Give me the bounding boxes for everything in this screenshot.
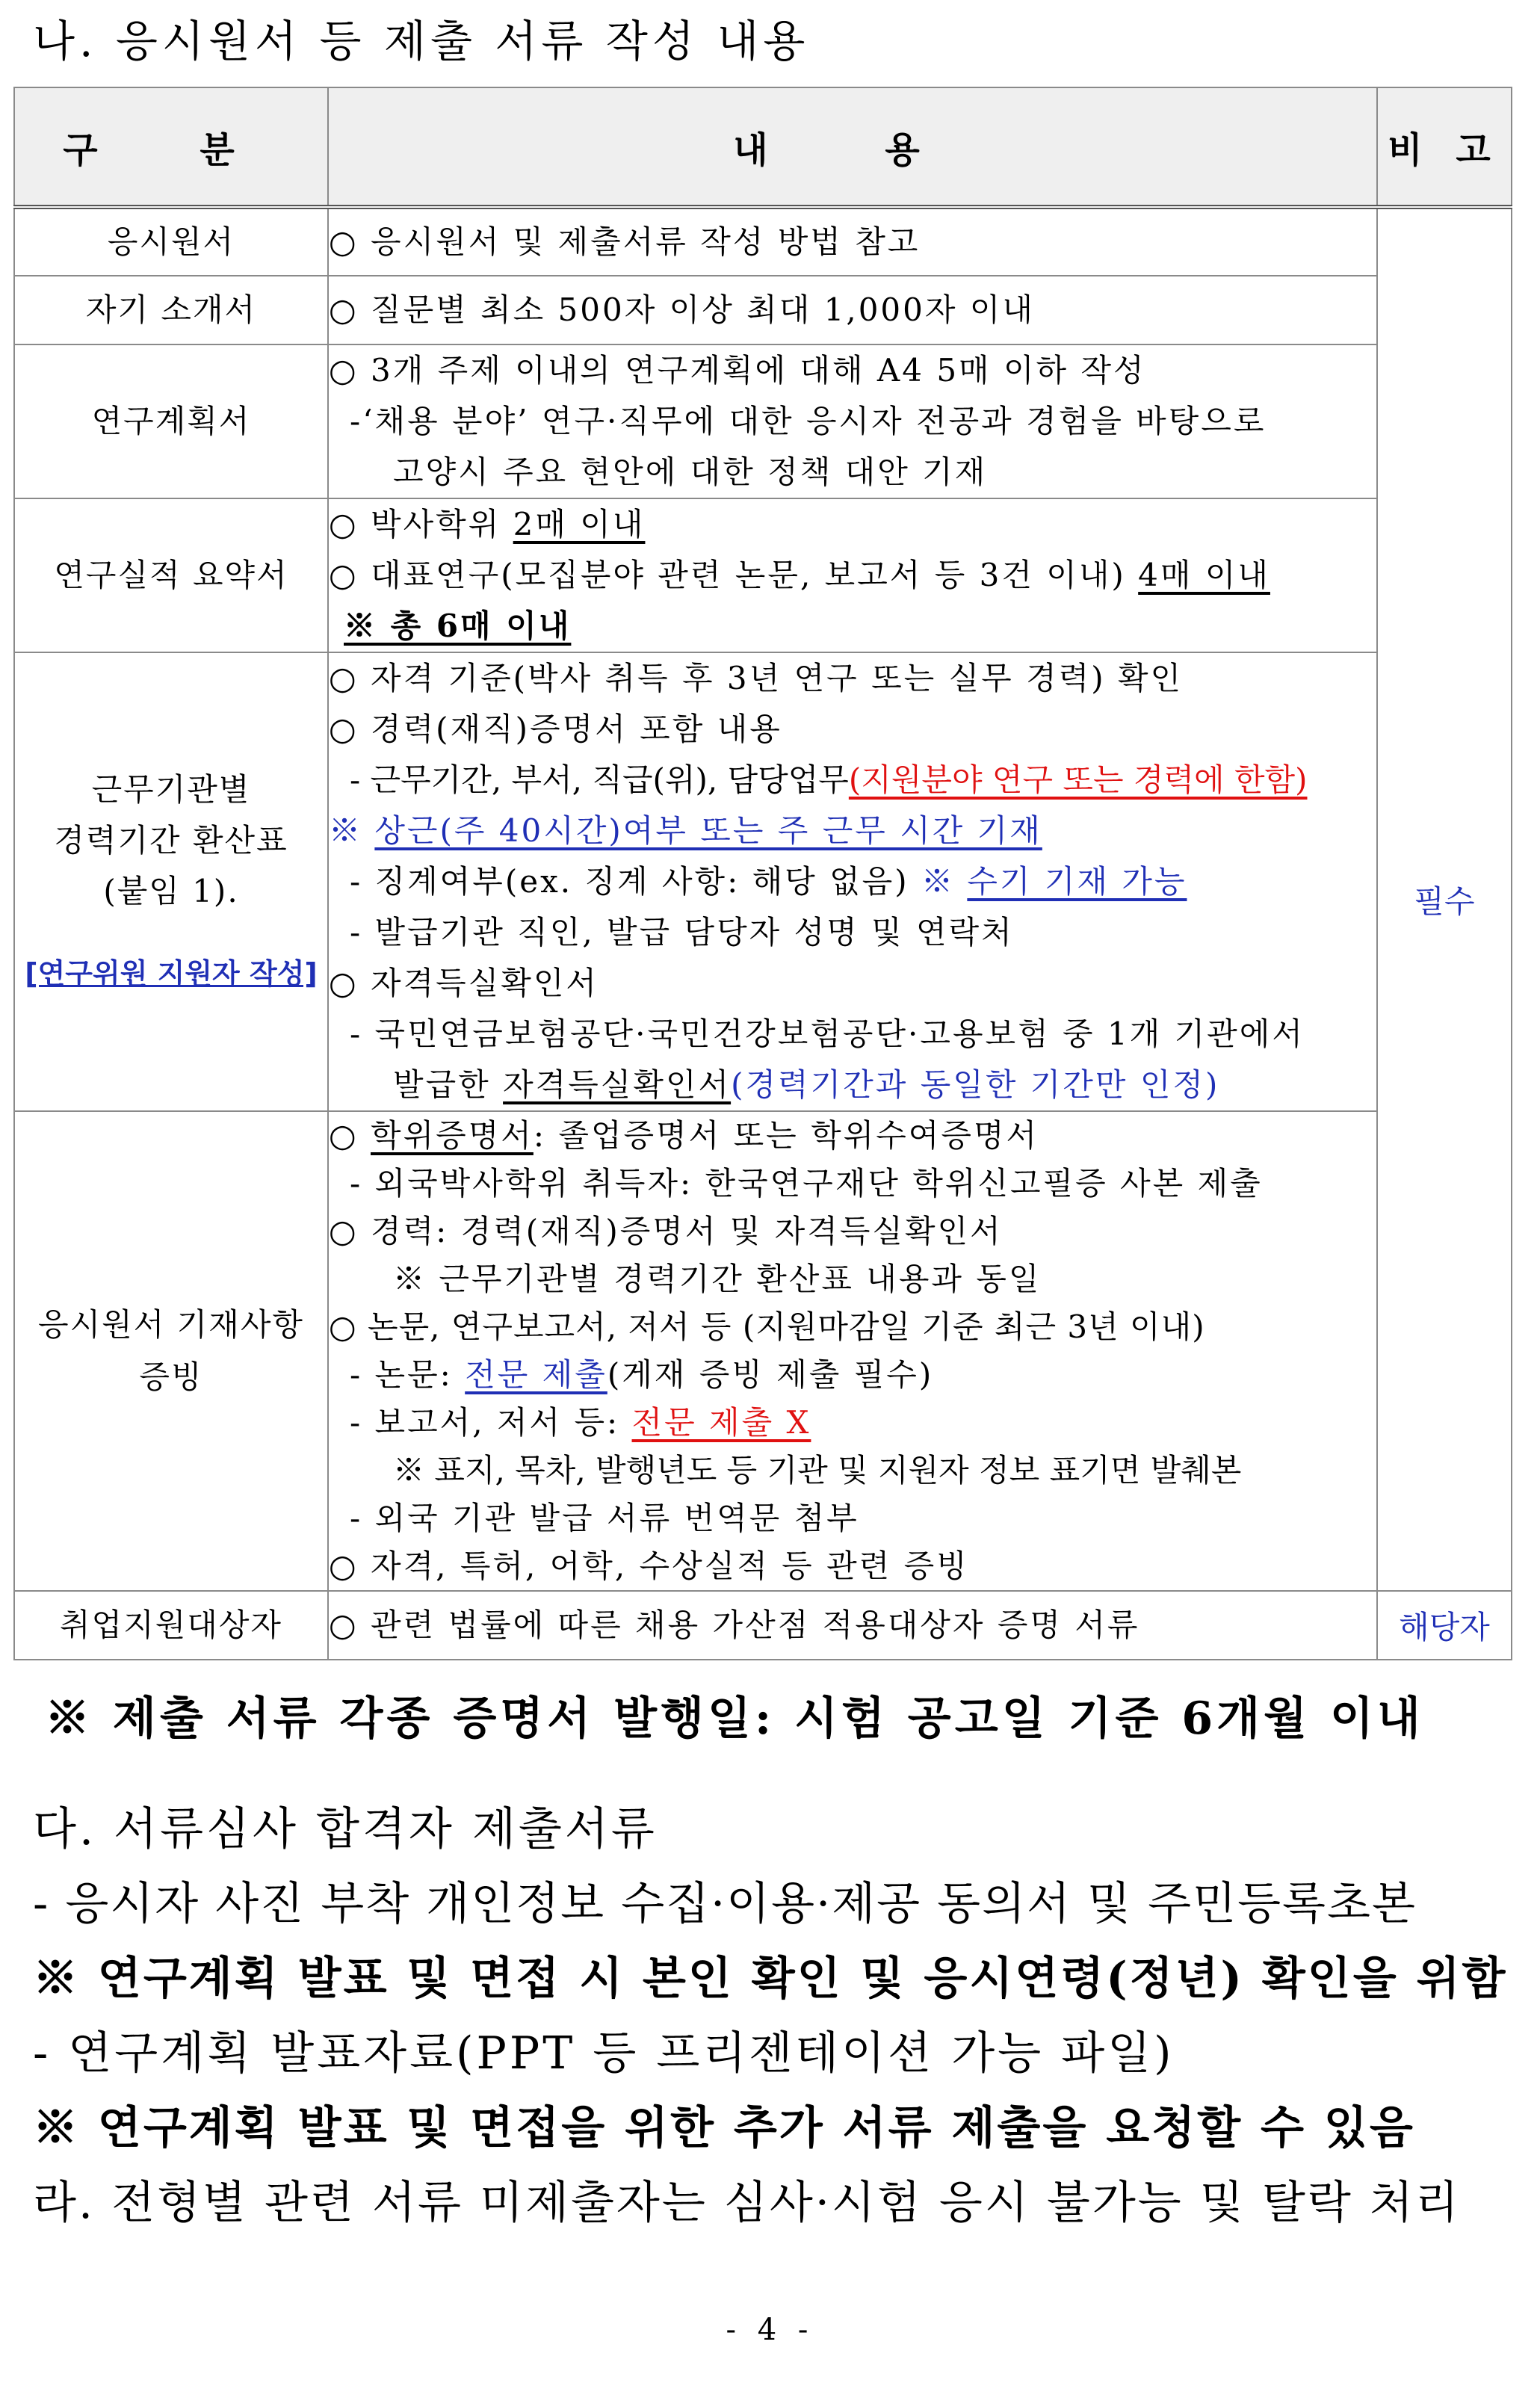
content-line xyxy=(329,1351,1376,1399)
category-label: (붙임 1). xyxy=(103,873,239,909)
content-line: ※ 근무기관별 경력기간 환산표 내용과 동일 xyxy=(393,1261,1042,1297)
content-line xyxy=(329,1112,1376,1160)
da-line-2: - 연구계획 발표자료(PPT 등 프리젠테이션 가능 파일) xyxy=(33,2027,1175,2080)
category-label: 증빙 xyxy=(139,1359,203,1395)
content-line xyxy=(329,806,1376,856)
content-line: ○ 경력(재직)증명서 포함 내용 xyxy=(329,711,782,747)
category-label: 근무기관별 xyxy=(91,771,251,808)
category-cell xyxy=(14,498,328,652)
da-notice-2: ※ 연구계획 발표 및 면접을 위한 추가 서류 제출을 요청할 수 있음 xyxy=(33,2102,1415,2154)
content-line xyxy=(329,856,1376,907)
content-line: - 발급기관 직인, 발급 담당자 성명 및 연락처 xyxy=(350,914,1014,951)
text-segment: ○ 박사학위 xyxy=(329,506,513,543)
text-segment: ○ xyxy=(329,1117,371,1154)
header-note: 비 고 xyxy=(1377,87,1512,207)
category-cell xyxy=(14,652,328,1111)
content-line: ○ 관련 법률에 따른 채용 가산점 적용대상자 증명 서류 xyxy=(329,1607,1140,1643)
underlined-segment: 2매 이내 xyxy=(513,506,646,543)
highlight-red-segment: (지원분야 연구 또는 경력에 한함) xyxy=(848,761,1308,798)
highlight-blue-segment: 상근(주 40시간)여부 또는 주 근무 시간 기재 xyxy=(374,812,1042,849)
table-row-research-plan xyxy=(14,344,1512,498)
text-segment: ○ 대표연구(모집분야 관련 논문, 보고서 등 3건 이내) xyxy=(329,557,1139,593)
text-segment: (게재 증빙 제출 필수) xyxy=(607,1356,934,1393)
section-title-ra: 라. 전형별 관련 서류 미제출자는 심사·시험 응시 불가능 및 탈락 처리 xyxy=(33,2177,1461,2229)
table-row-application xyxy=(14,207,1512,276)
content-line: -‘채용 분야’ 연구·직무에 대한 응시자 전공과 경험을 바탕으로 xyxy=(350,403,1267,439)
category-label: 경력기간 환산표 xyxy=(54,822,288,859)
table-row-application-evidence xyxy=(14,1111,1512,1591)
content-line: ○ 3개 주제 이내의 연구계획에 대해 A4 5매 이하 작성 xyxy=(329,352,1146,389)
content-cell xyxy=(328,1591,1377,1660)
category-label: 취업지원대상자 xyxy=(59,1607,282,1643)
content-line: 고양시 주요 현안에 대한 정책 대안 기재 xyxy=(393,454,988,490)
category-cell xyxy=(14,1591,328,1660)
category-cell xyxy=(14,207,328,276)
section-title-da: 다. 서류심사 합격자 제출서류 xyxy=(33,1803,658,1855)
text-segment: ※ xyxy=(921,863,968,900)
text-segment: 발급한 xyxy=(393,1066,504,1103)
content-line: ○ 질문별 최소 500자 이상 최대 1,000자 이내 xyxy=(329,291,1035,328)
table-row-career-conversion xyxy=(14,652,1512,1111)
underlined-segment: ※ 총 6매 이내 xyxy=(344,608,572,644)
header-category: 구 분 xyxy=(14,87,328,207)
text-segment: - 근무기간, 부서, 직급(위), 담당업무 xyxy=(350,761,849,798)
highlight-blue-segment: 수기 기재 가능 xyxy=(967,863,1187,900)
content-cell xyxy=(328,1111,1377,1591)
content-line: - 외국박사학위 취득자: 한국연구재단 학위신고필증 사본 제출 xyxy=(350,1165,1263,1202)
content-line: ○ 경력: 경력(재직)증명서 및 자격득실확인서 xyxy=(329,1213,1003,1249)
text-segment: - 논문: xyxy=(350,1356,466,1393)
category-note: [연구위원 지원자 작성] xyxy=(25,957,318,990)
content-line: ○ 논문, 연구보고서, 저서 등 (지원마감일 기준 최근 3년 이내) xyxy=(329,1308,1205,1345)
text-segment: ※ xyxy=(329,812,375,849)
category-label: 응시원서 기재사항 xyxy=(38,1306,304,1343)
category-label: 연구계획서 xyxy=(91,403,251,439)
content-line xyxy=(329,1060,1376,1110)
notice-issue-date: ※ 제출 서류 각종 증명서 발행일: 시험 공고일 기준 6개월 이내 xyxy=(45,1693,1424,1745)
category-label: 자기 소개서 xyxy=(85,291,257,328)
text-segment: (경력기간과 동일한 기간만 인정) xyxy=(731,1066,1220,1103)
content-line: ○ 응시원서 및 제출서류 작성 방법 참고 xyxy=(329,223,921,260)
note-applicable-cell xyxy=(1377,1591,1512,1660)
page-number: - 4 - xyxy=(726,2313,814,2347)
underlined-segment: 자격득실확인서 xyxy=(503,1066,732,1103)
content-line xyxy=(329,550,1376,601)
da-notice-1: ※ 연구계획 발표 및 면접 시 본인 확인 및 응시연령(정년) 확인을 위함 xyxy=(33,1953,1508,2005)
text-segment: - 징계여부(ex. 징계 사항: 해당 없음) xyxy=(350,863,921,900)
content-line: ※ 표지, 목차, 발행년도 등 기관 및 지원자 정보 표기면 발췌본 xyxy=(393,1452,1242,1489)
note-applicable: 해당자 xyxy=(1399,1609,1490,1645)
underlined-segment: 4매 이내 xyxy=(1138,557,1270,593)
category-label: 연구실적 요약서 xyxy=(54,557,288,593)
table-header-row xyxy=(14,87,1512,207)
content-cell xyxy=(328,652,1377,1111)
underlined-segment: 학위증명서 xyxy=(371,1117,534,1154)
highlight-red-segment: 전문 제출 X xyxy=(631,1404,811,1441)
content-line: - 국민연금보험공단·국민건강보험공단·고용보험 중 1개 기관에서 xyxy=(350,1016,1305,1052)
content-line xyxy=(329,601,1376,652)
table-row-self-intro xyxy=(14,276,1512,344)
content-line xyxy=(329,755,1376,806)
category-cell xyxy=(14,344,328,498)
text-segment: - 보고서, 저서 등: xyxy=(350,1404,632,1441)
table-row-employment-support xyxy=(14,1591,1512,1660)
header-content: 내 용 xyxy=(328,87,1377,207)
note-required-cell xyxy=(1377,207,1512,1591)
content-line: - 외국 기관 발급 서류 번역문 첨부 xyxy=(350,1500,859,1536)
content-line: ○ 자격득실확인서 xyxy=(329,965,599,1001)
content-cell xyxy=(328,498,1377,652)
text-segment: : 졸업증명서 또는 학위수여증명서 xyxy=(533,1117,1039,1154)
document-requirements-table xyxy=(13,87,1512,1660)
content-cell xyxy=(328,344,1377,498)
da-line-1: - 응시자 사진 부착 개인정보 수집·이용·제공 동의서 및 주민등록초본 xyxy=(33,1878,1417,1930)
content-line xyxy=(329,499,1376,550)
category-cell xyxy=(14,276,328,344)
content-line: ○ 자격 기준(박사 취득 후 3년 연구 또는 실무 경력) 확인 xyxy=(329,660,1184,696)
content-line: ○ 자격, 특허, 어학, 수상실적 등 관련 증빙 xyxy=(329,1548,969,1584)
table-row-research-summary xyxy=(14,498,1512,652)
highlight-blue-segment: 전문 제출 xyxy=(465,1356,607,1393)
section-title-na: 나. 응시원서 등 제출 서류 작성 내용 xyxy=(33,16,810,67)
category-cell xyxy=(14,1111,328,1591)
note-required: 필수 xyxy=(1414,883,1475,920)
content-line xyxy=(329,1399,1376,1447)
category-label: 응시원서 xyxy=(107,223,235,260)
content-cell xyxy=(328,276,1377,344)
content-cell xyxy=(328,207,1377,276)
